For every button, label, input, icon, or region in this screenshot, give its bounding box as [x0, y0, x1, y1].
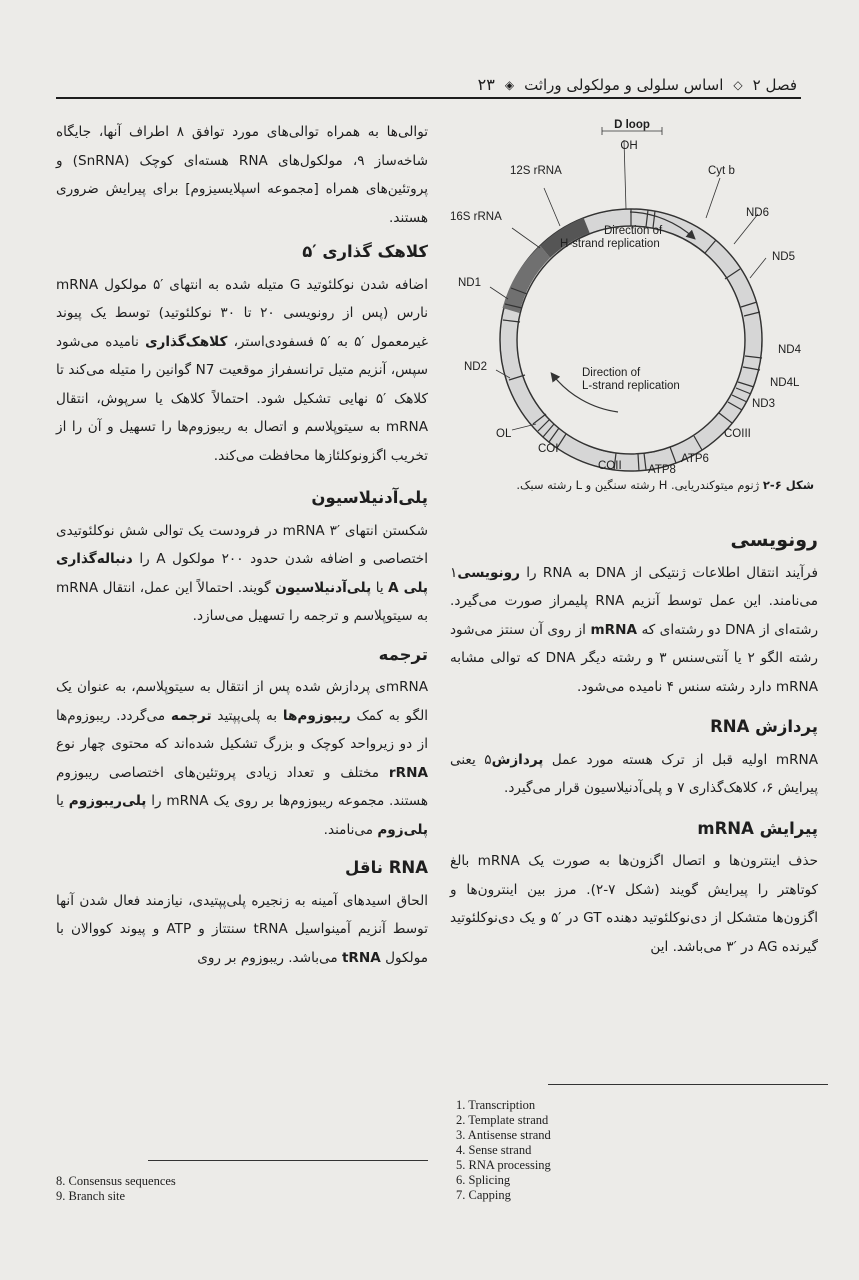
label-coii: COII — [598, 460, 622, 472]
label-nd3: ND3 — [752, 398, 776, 410]
label-16s-rrna: 16S rRNA — [450, 211, 502, 223]
label-atp6: ATP6 — [681, 453, 709, 465]
label-coiii: COIII — [724, 428, 751, 440]
paragraph-translation: mRNAی پردازش شده پس از انتقال به سیتوپلاسم، به عنوان یک الگو به کمک ریبوزوم‌ها به پلی‌پپتید ترجمه می‌گردد. ریبوزوم‌ها از دو زیرواحد کوچک و بزرگ تشکیل شده‌اند که محتوی چهار نوع rRNA مختلف و تعداد زیادی پروتئین‌های اختصاصی ریبوزوم هستند. مجموعه ریبوزوم‌ها بر روی یک mRNA را پلی‌ریبوزوم یا پلی‌زوم می‌نامند. — [56, 679, 428, 838]
label-oh: OH — [620, 140, 638, 152]
diamond-bullet-icon: ◈ — [504, 78, 515, 92]
label-ol: OL — [496, 428, 512, 440]
paragraph-splicing-cont: توالی‌ها به همراه توالی‌های مورد توافق ۸ اطراف آنها، جایگاه شاخه‌ساز ۹، مولکول‌های RNA هسته‌ای کوچک (SnRNA) و پروتئین‌های همراه [مجموعه اسپلایسیزوم] برای پیرایش ضروری هستند. — [56, 124, 428, 226]
heading-translation: ترجمه — [378, 644, 428, 664]
chapter-title: اساس سلولی و مولکولی وراثت — [524, 76, 724, 94]
footnote-rule-right — [548, 1084, 828, 1085]
footnote-3: 3. Antisense strand — [456, 1128, 551, 1142]
footnote-1: 1. Transcription — [456, 1098, 536, 1112]
label-coi: COI — [538, 443, 559, 455]
paragraph-transcription: فرآیند انتقال اطلاعات ژنتیکی از DNA به RNA را رونویسی۱ می‌نامند. این عمل توسط آنزیم RNA پلیمراز صورت می‌گیرد. رشته‌ای از DNA دو رشته‌ای که mRNA از روی آن سنتز می‌شود رشته الگو ۲ یا آنتی‌سنس ۳ و رشته دیگر DNA که توالی مشابه mRNA دارد رشته سنس ۴ نامیده می‌شود. — [450, 564, 819, 695]
page-header — [56, 72, 797, 98]
label-d-loop: D loop — [614, 119, 650, 131]
figure-caption-label: شکل ۶-۲ — [762, 478, 814, 492]
heading-polyadenylation: پلی‌آدنیلاسیون — [311, 488, 428, 507]
right-column — [450, 526, 818, 965]
label-l-strand-1: Direction of — [582, 367, 641, 379]
label-nd5: ND5 — [772, 251, 796, 263]
paragraph-mrna-splicing: حذف اینترون‌ها و اتصال اگزون‌ها به صورت یک mRNA بالغ کوتاهتر را پیرایش گویند (شکل ۷-۲). مرز بین اینترون‌ها و اگزون‌ها متشکل از دی‌نوکلئوتید دهنده GT در ′۵ و یک دی‌نوکلئوتید گیرنده AG در ′۳ می‌باشد. این — [450, 853, 818, 955]
label-nd4: ND4 — [778, 344, 802, 356]
footnote-8: 8. Consensus sequences — [56, 1174, 176, 1188]
heading-transcription: رونویسی — [730, 529, 818, 551]
genome-ring-inner — [517, 226, 745, 454]
page-number: ۲۳ — [477, 77, 495, 94]
figure-caption-text: ژنوم میتوکندریایی. H رشته سنگین و L رشته سبک. — [516, 478, 760, 492]
footnote-6: 6. Splicing — [456, 1173, 511, 1187]
footnote-5: 5. RNA processing — [456, 1158, 551, 1172]
footnotes-right — [456, 1098, 551, 1203]
heading-capping: کلاهک گذاری ′۵ — [302, 242, 428, 261]
left-column — [56, 118, 428, 976]
footnotes-left — [56, 1174, 176, 1204]
label-l-strand-2: L-strand replication — [582, 380, 680, 392]
footnote-2: 2. Template strand — [456, 1113, 549, 1127]
label-cytb: Cyt b — [708, 165, 735, 177]
paragraph-polyadenylation: شکستن انتهای ′۳ mRNA در فرودست یک توالی شش نوکلئوتیدی اختصاصی و اضافه شدن حدود ۲۰۰ مولکول A را دنباله‌گذاری پلی A یا پلی‌آدنیلاسیون گویند. احتمالاً این عمل، انتقال mRNA به سیتوپلاسم و ترجمه را تسهیل می‌سازد. — [56, 522, 428, 624]
paragraph-rna-processing: mRNA اولیه قبل از ترک هسته مورد عمل پردازش۵ یعنی پیرایش ۶، کلاهک‌گذاری ۷ و پلی‌آدنیلاسیون قرار می‌گیرد. — [450, 751, 818, 796]
figure-caption — [448, 477, 814, 493]
label-h-strand-1: Direction of — [604, 225, 663, 237]
header-rule — [56, 97, 801, 99]
label-h-strand-2: H-strand replication — [560, 238, 660, 250]
label-nd4l: ND4L — [770, 377, 800, 389]
heading-trna: RNA ناقل — [345, 858, 428, 877]
label-nd2: ND2 — [464, 361, 488, 373]
footnote-4: 4. Sense strand — [456, 1143, 532, 1157]
diamond-icon: ◇ — [733, 78, 743, 92]
footnote-9: 9. Branch site — [56, 1189, 126, 1203]
label-atp8: ATP8 — [648, 464, 676, 476]
label-nd6: ND6 — [746, 207, 770, 219]
label-nd1: ND1 — [458, 277, 482, 289]
footnote-rule-left — [148, 1160, 428, 1161]
chapter-label: فصل ۲ — [752, 76, 797, 94]
paragraph-capping: اضافه شدن نوکلئوتید G متیله شده به انتهای ′۵ مولکول mRNA نارس (پس از رونویسی ۲۰ تا ۳۰ نوکلئوتید) توسط یک پیوند غیرمعمول ′۵ به ′۵ فسفودی‌استر، کلاهک‌گذاری نامیده می‌شود سپس، آنزیم متیل ترانسفراز موقعیت N7 گوانین را متیله می‌کند تا کلاهک ′۵ نهایی تشکیل شود. احتمالاً کلاهک یا سرپوش، انتقال mRNA به سیتوپلاسم و اتصال به ریبوزوم‌ها را تسهیل و آن را از تخریب اگزونوکلئازها محافظت می‌کند. — [56, 276, 428, 464]
footnote-7: 7. Capping — [456, 1188, 511, 1202]
label-12s-rrna: 12S rRNA — [510, 165, 562, 177]
heading-rna-processing: پردازش RNA — [710, 717, 818, 736]
heading-mrna-splicing: پیرایش mRNA — [697, 818, 818, 838]
paragraph-trna: الحاق اسیدهای آمینه به زنجیره پلی‌پپتیدی، نیازمند فعال شدن آنها توسط آنزیم آمینواسیل tRNA سنتتاز و ATP و پیوند کووالان با مولکول tRNA می‌باشد. ریبوزوم بر روی — [56, 892, 428, 966]
mito-genome-figure — [448, 112, 814, 477]
